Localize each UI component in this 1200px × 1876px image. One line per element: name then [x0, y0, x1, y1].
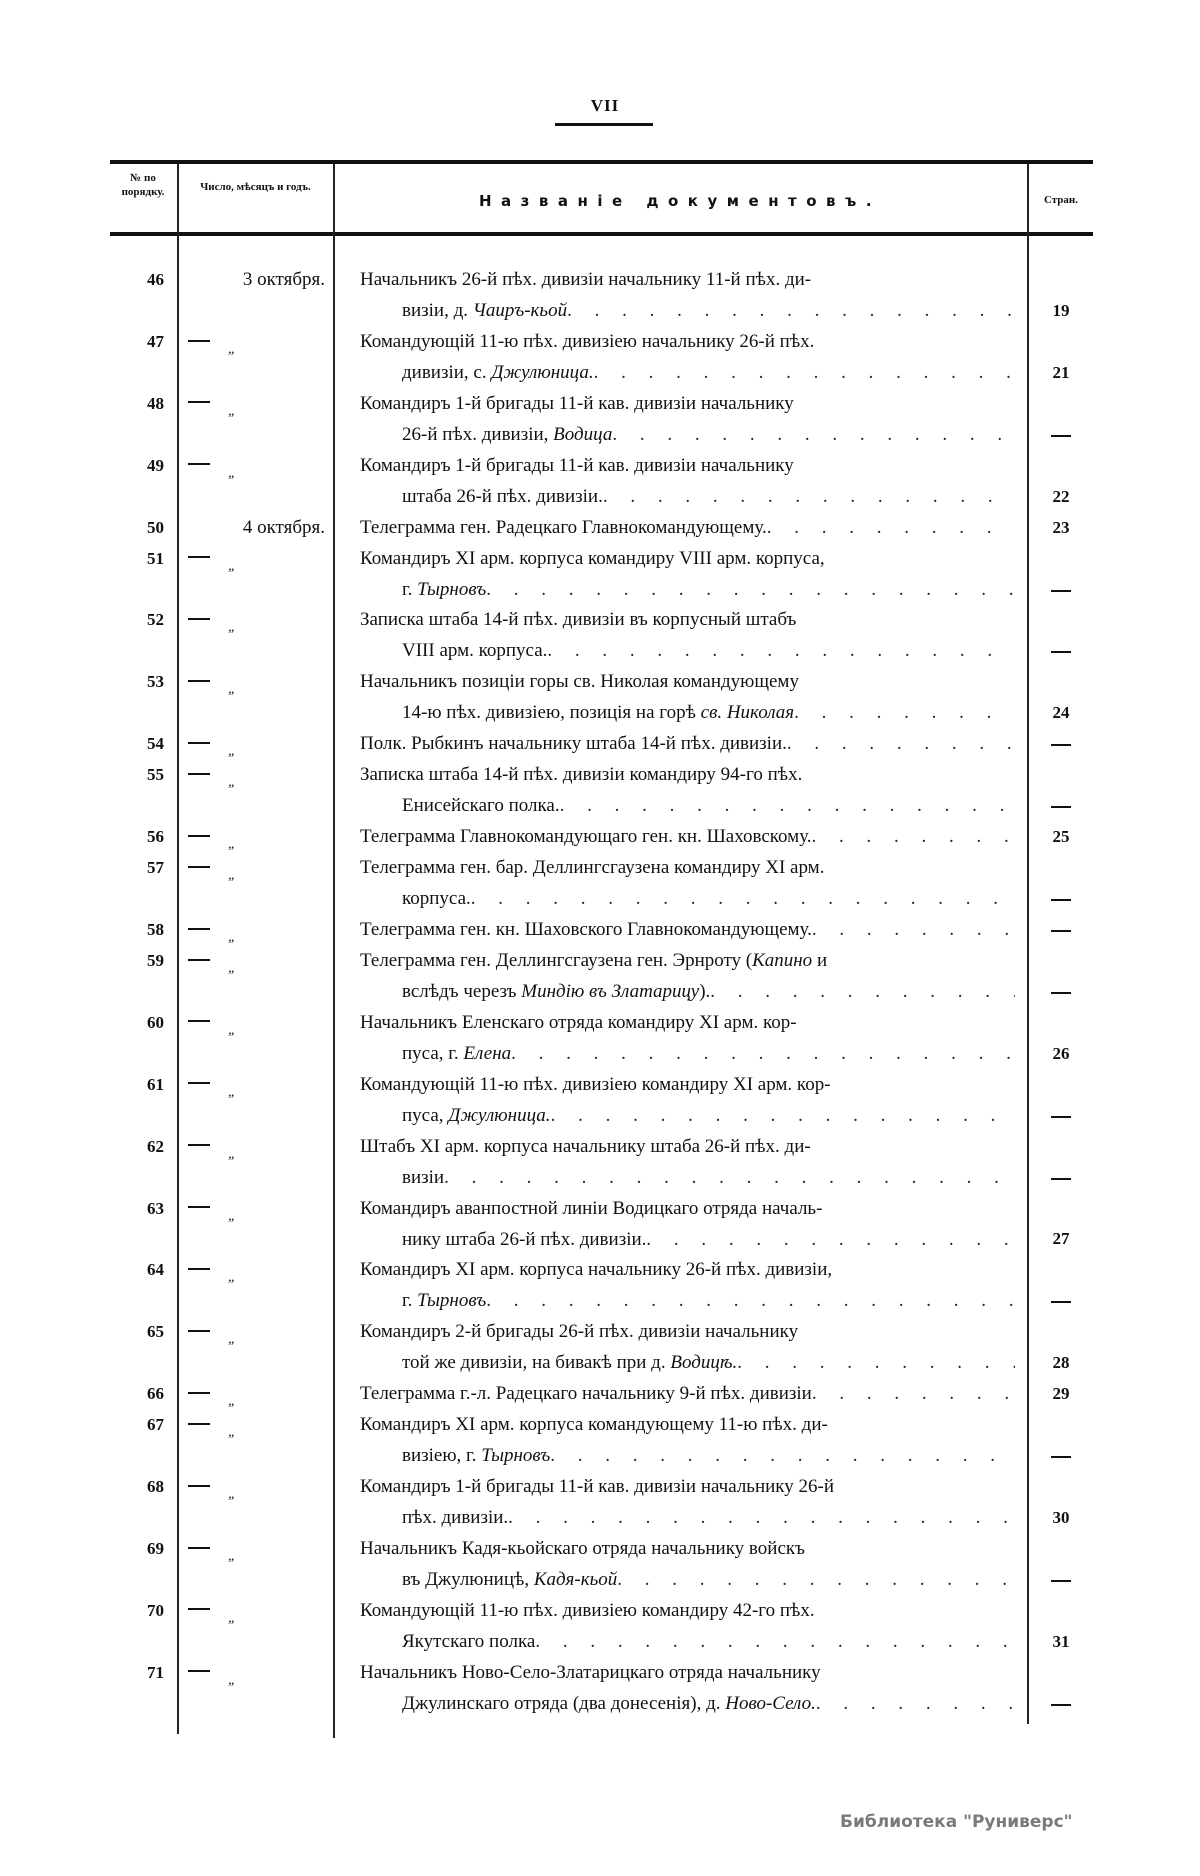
ditto-dash — [188, 959, 210, 961]
row-date — [188, 1254, 328, 1287]
header-num: № по порядку. — [121, 172, 165, 198]
row-page — [1030, 1440, 1092, 1471]
row-date — [188, 1378, 328, 1411]
ditto-mark: „ — [228, 403, 236, 419]
document-title — [360, 1409, 1015, 1471]
document-title-line: Штабъ XI арм. корпуса начальнику штаба 26-й пѣх. ди- — [360, 1135, 811, 1157]
ditto-dash — [188, 1144, 210, 1146]
row-page — [1030, 976, 1092, 1007]
ditto-mark: „ — [228, 837, 236, 853]
document-title-line: дивизіи, с. Джулюница. . . . — [360, 357, 1015, 388]
row-number: 69 — [147, 1538, 164, 1558]
dash — [1051, 1178, 1071, 1180]
document-title — [360, 604, 1015, 666]
dot-leader — [551, 1100, 1015, 1131]
ditto-dash — [188, 835, 210, 837]
ditto-dash — [188, 866, 210, 868]
dash — [1051, 744, 1071, 746]
document-title — [360, 1471, 1015, 1533]
dash — [1051, 651, 1071, 653]
dot-leader — [535, 1626, 1015, 1657]
row-page — [1030, 883, 1092, 914]
ditto-dash — [188, 773, 210, 775]
dash — [1051, 806, 1071, 808]
dot-leader — [612, 419, 1015, 450]
row-number: 50 — [147, 517, 164, 537]
dot-leader — [794, 697, 1015, 728]
dot-leader — [617, 1564, 1015, 1595]
row-number: 46 — [147, 270, 164, 289]
row-number: 52 — [147, 610, 164, 630]
dot-leader — [812, 914, 1015, 945]
ditto-dash — [188, 1392, 210, 1394]
dot-leader — [486, 574, 1015, 605]
document-title — [360, 450, 1015, 512]
row-page: 27 — [1052, 1229, 1070, 1249]
row-page — [1030, 790, 1092, 821]
row-number: 47 — [147, 331, 164, 351]
document-title — [360, 852, 1015, 914]
dash — [1051, 1580, 1071, 1582]
ditto-dash — [188, 1268, 210, 1270]
document-title-line: визіею, г. Тырновъ . . . — [360, 1440, 1015, 1471]
ditto-dash — [188, 928, 210, 930]
document-title-line: Командиръ аванпостной линіи Водицкаго отряда началь- — [360, 1197, 823, 1219]
row-number: 66 — [147, 1384, 164, 1404]
document-title-line: Телеграмма ген. Радецкаго Главнокомандующему. . . . — [360, 512, 1015, 543]
page-number-rule — [555, 123, 653, 126]
document-title — [360, 945, 1015, 1007]
dot-leader — [560, 790, 1015, 821]
row-page: 31 — [1052, 1631, 1070, 1651]
dot-leader — [816, 1688, 1015, 1719]
row-number: 54 — [147, 734, 164, 754]
dash — [1051, 899, 1071, 901]
document-title-line: Командиръ 1-й бригады 11-й кав. дивизіи начальнику 26-й — [360, 1476, 835, 1498]
row-date — [188, 759, 328, 792]
row-number: 58 — [147, 919, 164, 939]
ditto-mark: „ — [228, 1208, 236, 1224]
document-title-line: Джулинскаго отряда (два донесенія), д. Ново-Село. . . . — [360, 1688, 1015, 1719]
ditto-mark: „ — [228, 1548, 236, 1564]
dash — [1051, 992, 1071, 994]
row-page — [1030, 1688, 1092, 1719]
document-title — [360, 1316, 1015, 1378]
document-title-line: Командиръ 1-й бригады 11-й кав. дивизіи начальнику — [360, 454, 794, 476]
header-title: Названіе документовъ. — [478, 192, 882, 210]
document-title-line: VIII арм. корпуса. . . . — [360, 635, 1015, 666]
document-title-line: 26-й пѣх. дивизіи, Водица . . . — [360, 419, 1015, 450]
ditto-dash — [188, 401, 210, 403]
ditto-dash — [188, 1547, 210, 1549]
document-title-line: визіи . . . — [360, 1162, 1015, 1193]
document-title — [360, 1657, 1015, 1719]
row-date — [188, 728, 328, 761]
document-title-line: Телеграмма Главнокомандующаго ген. кн. Шаховскому. . . . — [360, 821, 1015, 852]
row-date — [188, 1007, 328, 1040]
row-number: 64 — [147, 1260, 164, 1280]
ditto-dash — [188, 618, 210, 620]
document-title — [360, 1254, 1015, 1316]
row-number: 68 — [147, 1477, 164, 1497]
row-number: 49 — [147, 455, 164, 475]
row-number: 56 — [147, 827, 164, 847]
ditto-mark: „ — [228, 341, 236, 357]
dot-leader — [444, 1162, 1015, 1193]
dot-leader — [511, 1038, 1015, 1069]
document-title — [360, 1595, 1015, 1657]
row-number: 71 — [147, 1662, 164, 1682]
row-date — [188, 1069, 328, 1102]
document-title — [360, 264, 1015, 326]
row-page: 22 — [1052, 486, 1070, 506]
row-page — [1030, 914, 1092, 945]
row-date: 3 октября. — [242, 269, 325, 290]
row-date — [188, 1657, 328, 1690]
ditto-dash — [188, 1206, 210, 1208]
dot-leader — [646, 1224, 1015, 1255]
ditto-mark: „ — [228, 744, 236, 760]
row-page — [1030, 419, 1092, 450]
header-date: Число, мѣсяцъ и годъ. — [200, 181, 311, 193]
row-page: 30 — [1052, 1507, 1070, 1527]
ditto-dash — [188, 1330, 210, 1332]
document-title-line: г. Тырновъ . . . — [360, 574, 1015, 605]
document-title — [360, 1193, 1015, 1255]
column-divider-num — [177, 164, 179, 1734]
document-title-line: пѣх. дивизіи. . . . — [360, 1502, 1015, 1533]
table-header-rule — [110, 232, 1093, 236]
ditto-dash — [188, 556, 210, 558]
ditto-mark: „ — [228, 1610, 236, 1626]
document-title-line: штаба 26-й пѣх. дивизіи. . . . — [360, 481, 1015, 512]
row-page: 19 — [1052, 300, 1070, 320]
dot-leader — [710, 976, 1015, 1007]
ditto-dash — [188, 742, 210, 744]
document-title-line: пуса, г. Елена . . . — [360, 1038, 1015, 1069]
row-date — [188, 1316, 328, 1349]
ditto-dash — [188, 680, 210, 682]
row-page — [1030, 573, 1092, 604]
ditto-mark: „ — [228, 1487, 236, 1503]
row-page: 21 — [1052, 362, 1070, 382]
row-date — [188, 1595, 328, 1628]
document-title-line: Якутскаго полка . . . — [360, 1626, 1015, 1657]
ditto-mark: „ — [228, 775, 236, 791]
document-title-line: той же дивизіи, на бивакѣ при д. Водицѣ. . . . — [360, 1347, 1015, 1378]
row-date: 4 октября. — [242, 516, 325, 538]
ditto-dash — [188, 463, 210, 465]
row-number: 67 — [147, 1415, 164, 1435]
row-number: 51 — [147, 548, 164, 568]
dash — [1051, 590, 1071, 592]
ditto-mark: „ — [228, 682, 236, 698]
row-number: 57 — [147, 858, 164, 878]
ditto-dash — [188, 1082, 210, 1084]
row-number: 59 — [147, 950, 164, 970]
row-date — [188, 1193, 328, 1226]
document-title — [360, 728, 1015, 759]
row-number: 48 — [147, 393, 164, 413]
document-title — [360, 914, 1015, 945]
column-divider-date — [333, 164, 335, 1738]
document-title-line: Записка штаба 14-й пѣх. дивизіи командиру 94-го пѣх. — [360, 764, 803, 786]
row-number: 70 — [147, 1600, 164, 1620]
document-title-line: Телеграмма г.-л. Радецкаго начальнику 9-й пѣх. дивизіи . . . — [360, 1378, 1015, 1409]
row-page — [1030, 635, 1092, 666]
row-date — [188, 821, 328, 854]
ditto-mark: „ — [228, 929, 236, 945]
ditto-mark: „ — [228, 1394, 236, 1410]
ditto-mark: „ — [228, 1270, 236, 1286]
document-title-line: Начальникъ 26-й пѣх. дивизіи начальнику 11-й пѣх. ди- — [360, 269, 812, 290]
document-title-line: нику штаба 26-й пѣх. дивизіи. . . . — [360, 1224, 1015, 1255]
ditto-mark: „ — [228, 960, 236, 976]
document-title — [360, 388, 1015, 450]
dot-leader — [737, 1347, 1015, 1378]
row-page: 25 — [1052, 827, 1070, 847]
dot-leader — [486, 1285, 1015, 1316]
row-page — [1030, 1162, 1092, 1193]
document-title-line: Телеграмма ген. кн. Шаховского Главнокомандующему. . . . — [360, 914, 1015, 945]
document-title-line: вслѣдъ черезъ Миндію въ Златарицу). . . . — [360, 976, 1015, 1007]
dot-leader — [603, 481, 1015, 512]
document-title-line: 14-ю пѣх. дивизіею, позиція на горѣ св. Николая . . . — [360, 697, 1015, 728]
dot-leader — [550, 1440, 1015, 1471]
document-title-line: г. Тырновъ . . . — [360, 1285, 1015, 1316]
ditto-dash — [188, 1608, 210, 1610]
ditto-mark: „ — [228, 1672, 236, 1688]
ditto-mark: „ — [228, 1332, 236, 1348]
dash — [1051, 1704, 1071, 1706]
column-divider-page — [1027, 164, 1029, 1724]
ditto-mark: „ — [228, 1022, 236, 1038]
table-top-rule — [110, 160, 1093, 164]
document-title-line: визіи, д. Чаиръ-кьой . . . — [360, 295, 1015, 326]
document-title — [360, 512, 1015, 543]
ditto-mark: „ — [228, 868, 236, 884]
dot-leader — [471, 883, 1015, 914]
dot-leader — [508, 1502, 1015, 1533]
row-page — [1030, 1564, 1092, 1595]
ditto-mark: „ — [228, 1084, 236, 1100]
ditto-mark: „ — [228, 558, 236, 574]
row-number: 55 — [147, 765, 164, 785]
document-title-line: Полк. Рыбкинъ начальнику штаба 14-й пѣх. дивизіи. . . . — [360, 728, 1015, 759]
document-title-line: Командиръ XI арм. корпуса командующему 11-ю пѣх. ди- — [360, 1414, 828, 1436]
dot-leader — [547, 635, 1015, 666]
document-title-line: Командующій 11-ю пѣх. дивизіею начальнику 26-й пѣх. — [360, 330, 815, 352]
document-title-line: Командиръ XI арм. корпуса начальнику 26-й пѣх. дивизіи, — [360, 1259, 833, 1281]
document-title — [360, 543, 1015, 605]
row-number: 61 — [147, 1074, 164, 1094]
dot-leader — [812, 1378, 1015, 1409]
row-date — [188, 543, 328, 576]
dot-leader — [567, 295, 1015, 326]
row-date — [188, 326, 328, 359]
dash — [1051, 1116, 1071, 1118]
dash — [1051, 930, 1071, 932]
dash — [1051, 1456, 1071, 1458]
row-number: 60 — [147, 1012, 164, 1032]
ditto-dash — [188, 1020, 210, 1022]
row-date — [188, 1409, 328, 1442]
ditto-mark: „ — [228, 1425, 236, 1441]
document-title — [360, 1533, 1015, 1595]
dot-leader — [767, 512, 1015, 543]
header-page: Стран. — [1043, 194, 1079, 206]
document-title — [360, 759, 1015, 821]
document-title-line: Командующій 11-ю пѣх. дивизіею командиру XI арм. кор- — [360, 1073, 831, 1095]
ditto-dash — [188, 1485, 210, 1487]
watermark: Библиотека "Руниверс" — [840, 1812, 1073, 1832]
row-page — [1030, 1285, 1092, 1316]
row-number: 53 — [147, 672, 164, 692]
dash — [1051, 435, 1071, 437]
document-title-line: корпуса. . . . — [360, 883, 1015, 914]
document-title-line: Начальникъ Кадя-кьойскаго отряда начальнику войскъ — [360, 1537, 805, 1559]
document-title-line: Командиръ XI арм. корпуса командиру VIII арм. корпуса, — [360, 547, 825, 569]
document-title-line: Енисейскаго полка. . . . — [360, 790, 1015, 821]
dot-leader — [594, 357, 1015, 388]
document-title-line: Начальникъ Еленскаго отряда командиру XI арм. кор- — [360, 1011, 797, 1033]
document-title — [360, 1131, 1015, 1193]
ditto-mark: „ — [228, 1146, 236, 1162]
row-date — [188, 450, 328, 483]
row-date — [188, 1131, 328, 1164]
row-page — [1030, 1100, 1092, 1131]
row-date — [188, 914, 328, 947]
ditto-dash — [188, 1670, 210, 1672]
document-title-line: Начальникъ Ново-Село-Златарицкаго отряда начальнику — [360, 1661, 821, 1683]
document-title-line: въ Джулюницѣ, Кадя-кьой . . . — [360, 1564, 1015, 1595]
row-date — [188, 388, 328, 421]
document-title-line: Телеграмма ген. Деллингсгаузена ген. Эрнроту (Капино и — [360, 949, 828, 971]
ditto-mark: „ — [228, 620, 236, 636]
row-page: 24 — [1052, 703, 1070, 723]
row-page: 28 — [1052, 1353, 1070, 1373]
document-title-line: пуса, Джулюница. . . . — [360, 1100, 1015, 1131]
document-title-line: Командующій 11-ю пѣх. дивизіею командиру 42-го пѣх. — [360, 1599, 815, 1621]
document-title-line: Командиръ 1-й бригады 11-й кав. дивизіи начальнику — [360, 392, 794, 414]
document-title-line: Телеграмма ген. бар. Деллингсгаузена командиру XI арм. — [360, 857, 825, 879]
document-title — [360, 1378, 1015, 1409]
row-number: 63 — [147, 1198, 164, 1218]
row-date — [188, 1533, 328, 1566]
ditto-dash — [188, 1423, 210, 1425]
ditto-mark: „ — [228, 465, 236, 481]
row-date — [188, 604, 328, 637]
row-date — [188, 945, 328, 978]
document-title-line: Начальникъ позиціи горы св. Николая командующему — [360, 671, 799, 693]
row-date — [188, 1471, 328, 1504]
dot-leader — [787, 728, 1015, 759]
document-title — [360, 821, 1015, 852]
page-number: VII — [590, 96, 620, 115]
document-title — [360, 1007, 1015, 1069]
row-page: 29 — [1052, 1384, 1070, 1404]
row-number: 62 — [147, 1136, 164, 1156]
document-title — [360, 1069, 1015, 1131]
row-page: 26 — [1052, 1043, 1070, 1063]
document-title — [360, 326, 1015, 388]
ditto-dash — [188, 340, 210, 342]
document-title-line: Командиръ 2-й бригады 26-й пѣх. дивизіи начальнику — [360, 1321, 799, 1343]
row-date — [188, 852, 328, 885]
dash — [1051, 1301, 1071, 1303]
row-page — [1030, 728, 1092, 759]
row-date — [188, 666, 328, 699]
row-page: 23 — [1052, 517, 1070, 537]
row-number: 65 — [147, 1322, 164, 1342]
document-title-line: Записка штаба 14-й пѣх. дивизіи въ корпусный штабъ — [360, 609, 797, 631]
dot-leader — [812, 821, 1015, 852]
document-title — [360, 666, 1015, 728]
